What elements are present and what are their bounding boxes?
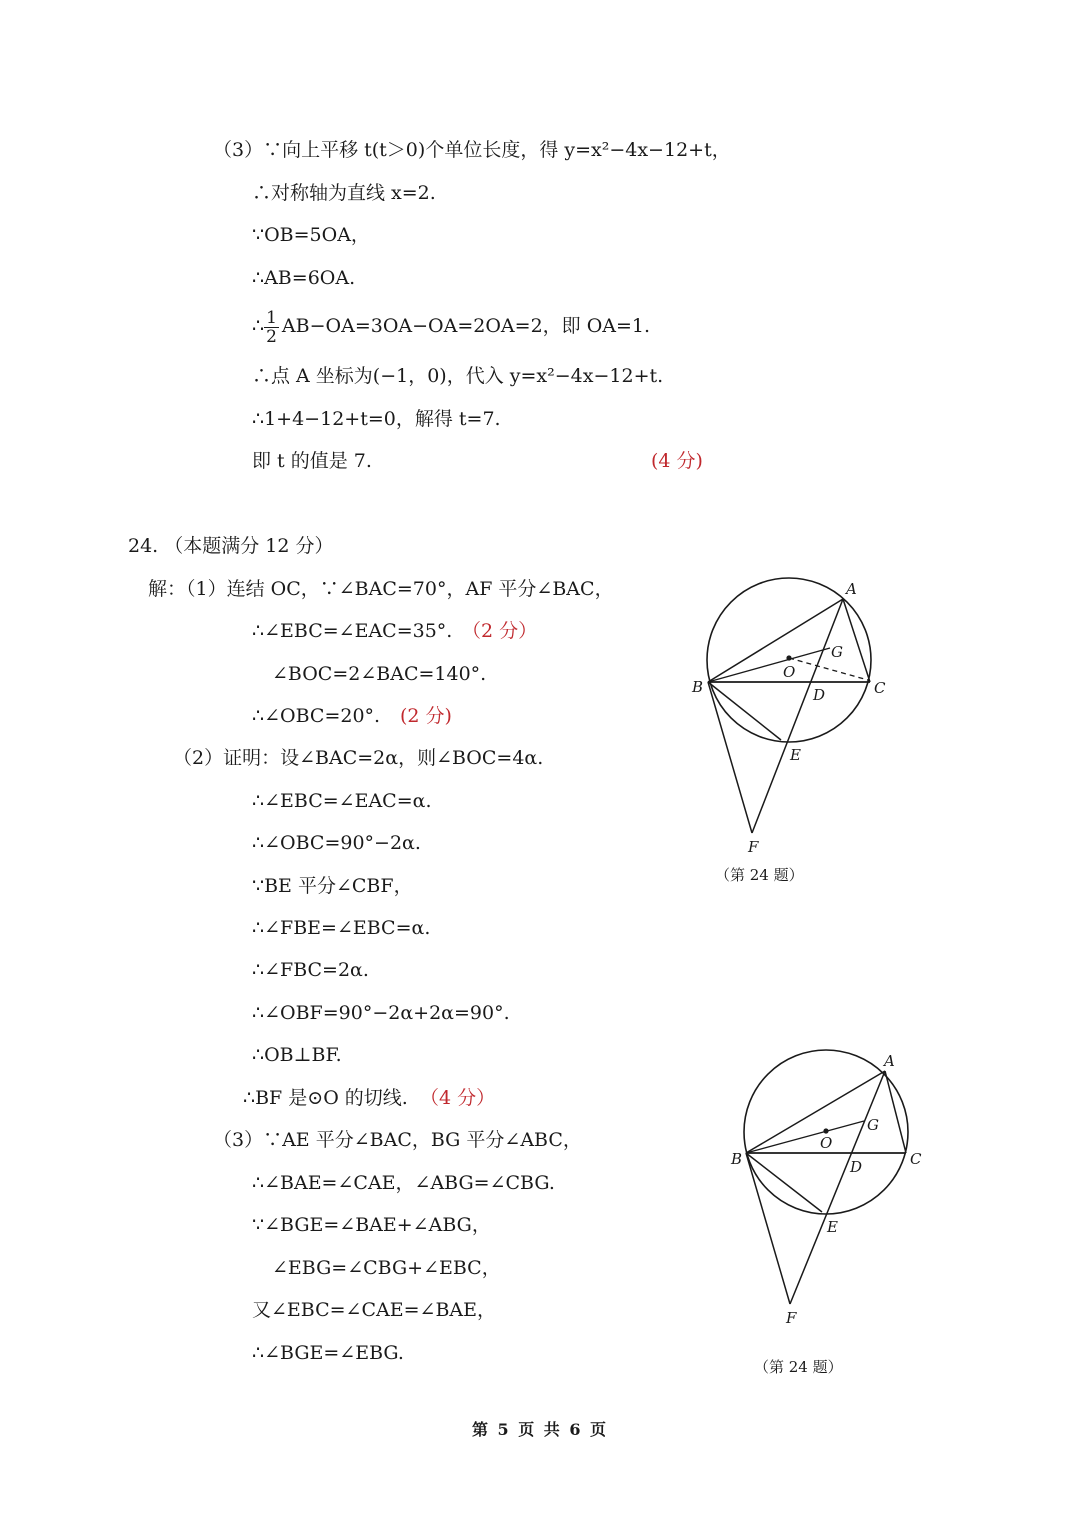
q24-p2-line-2: ∴∠EBC=∠EAC=α. [252, 790, 432, 812]
segment-ba [746, 1071, 885, 1153]
label-b: B [692, 678, 704, 696]
q24-p1-score-2: (2 分) [400, 705, 452, 727]
prefix: ∴ [252, 315, 265, 337]
q24-p3-line-6: ∴∠BGE=∠EBG. [252, 1342, 404, 1364]
fraction-numerator: 1 [266, 307, 277, 328]
q24-p1-line-3: ∠BOC=2∠BAC=140°. [272, 663, 487, 685]
segment-bf [746, 1153, 790, 1304]
label-e: E [827, 1218, 838, 1236]
label-d: D [850, 1158, 863, 1176]
q24-p2-line-1: （2）证明：设∠BAC=2α，则∠BOC=4α. [173, 747, 544, 769]
label-o: O [820, 1134, 833, 1152]
prev-part3-line-6: ∴点 A 坐标为(−1，0)，代入 y=x²−4x−12+t. [252, 365, 664, 387]
figure-2-caption: （第 24 题） [754, 1358, 843, 1376]
q24-p3-line-5: 又∠EBC=∠CAE=∠BAE， [252, 1299, 497, 1321]
figure-1-caption: （第 24 题） [715, 866, 804, 884]
label-b: B [731, 1150, 743, 1168]
prev-part3-line-1: （3）∵向上平移 t(t＞0)个单位长度，得 y=x²−4x−12+t， [213, 139, 731, 161]
segment-ba [708, 599, 843, 682]
q24-p2-line-5: ∴∠FBE=∠EBC=α. [252, 917, 431, 939]
prev-part3-line-4: ∴AB=6OA. [252, 267, 356, 289]
segment-bg [746, 1121, 864, 1153]
label-c: C [910, 1150, 922, 1168]
label-a: A [846, 580, 857, 598]
geometry-figure-1 [680, 570, 910, 860]
label-o: O [783, 663, 796, 681]
rest: AB−OA=3OA−OA=2OA=2，即 OA=1. [281, 315, 651, 337]
q24-p3-line-1: （3）∵AE 平分∠BAC，BG 平分∠ABC， [213, 1129, 582, 1151]
prev-part3-line-5 [252, 306, 650, 346]
q24-p2-line-9: ∴BF 是⊙O 的切线. [243, 1087, 408, 1109]
segment-af [790, 1071, 885, 1304]
q24-p2-line-6: ∴∠FBC=2α. [252, 959, 369, 981]
label-f: F [748, 838, 759, 856]
prev-part3-line-3: ∵OB=5OA， [252, 224, 370, 246]
prev-part3-line-7: ∴1+4−12+t=0，解得 t=7. [252, 408, 501, 430]
label-a: A [884, 1052, 895, 1070]
label-g: G [867, 1116, 879, 1134]
segment-oc-dashed [789, 658, 868, 680]
q24-p2-line-4: ∵BE 平分∠CBF， [252, 875, 413, 897]
q24-p1-line-2: ∴∠EBC=∠EAC=35°. [252, 620, 453, 642]
prev-part3-line-8: 即 t 的值是 7. [252, 450, 372, 472]
q24-p2-line-3: ∴∠OBC=90°−2α. [252, 832, 421, 854]
fraction-half [264, 309, 279, 346]
geometry-figure-2 [720, 1040, 930, 1330]
center-dot [786, 655, 791, 660]
q24-p1-line-4: ∴∠OBC=20°. [252, 705, 381, 727]
segment-bg [708, 648, 830, 682]
segment-be [708, 682, 781, 740]
label-d: D [813, 686, 826, 704]
q24-p3-line-3: ∵∠BGE=∠BAE+∠ABG， [252, 1214, 491, 1236]
q24-p3-line-2: ∴∠BAE=∠CAE，∠ABG=∠CBG. [252, 1172, 555, 1194]
q24-p1-score-1: （2 分） [462, 620, 538, 642]
q24-p1-line-1: 解：（1）连结 OC，∵∠BAC=70°，AF 平分∠BAC， [148, 578, 614, 600]
prev-part3-score: (4 分) [651, 450, 703, 472]
label-g: G [831, 643, 843, 661]
label-f: F [786, 1309, 797, 1327]
segment-ac [843, 599, 870, 682]
q24-p3-line-4: ∠EBG=∠CBG+∠EBC， [272, 1257, 501, 1279]
q24-p2-line-8: ∴OB⊥BF. [252, 1044, 342, 1066]
label-c: C [874, 679, 886, 697]
q24-p2-line-7: ∴∠OBF=90°−2α+2α=90°. [252, 1002, 510, 1024]
segment-af [752, 599, 843, 833]
q24-heading: 24. （本题满分 12 分） [128, 535, 334, 557]
fraction-denominator: 2 [266, 326, 277, 347]
center-dot [823, 1128, 828, 1133]
label-e: E [790, 746, 801, 764]
page-footer: 第 5 页 共 6 页 [471, 1420, 609, 1439]
q24-p2-score: （4 分） [420, 1087, 496, 1109]
segment-ac [885, 1071, 906, 1153]
prev-part3-line-2: ∴对称轴为直线 x=2. [252, 182, 436, 204]
segment-bf [708, 682, 752, 833]
